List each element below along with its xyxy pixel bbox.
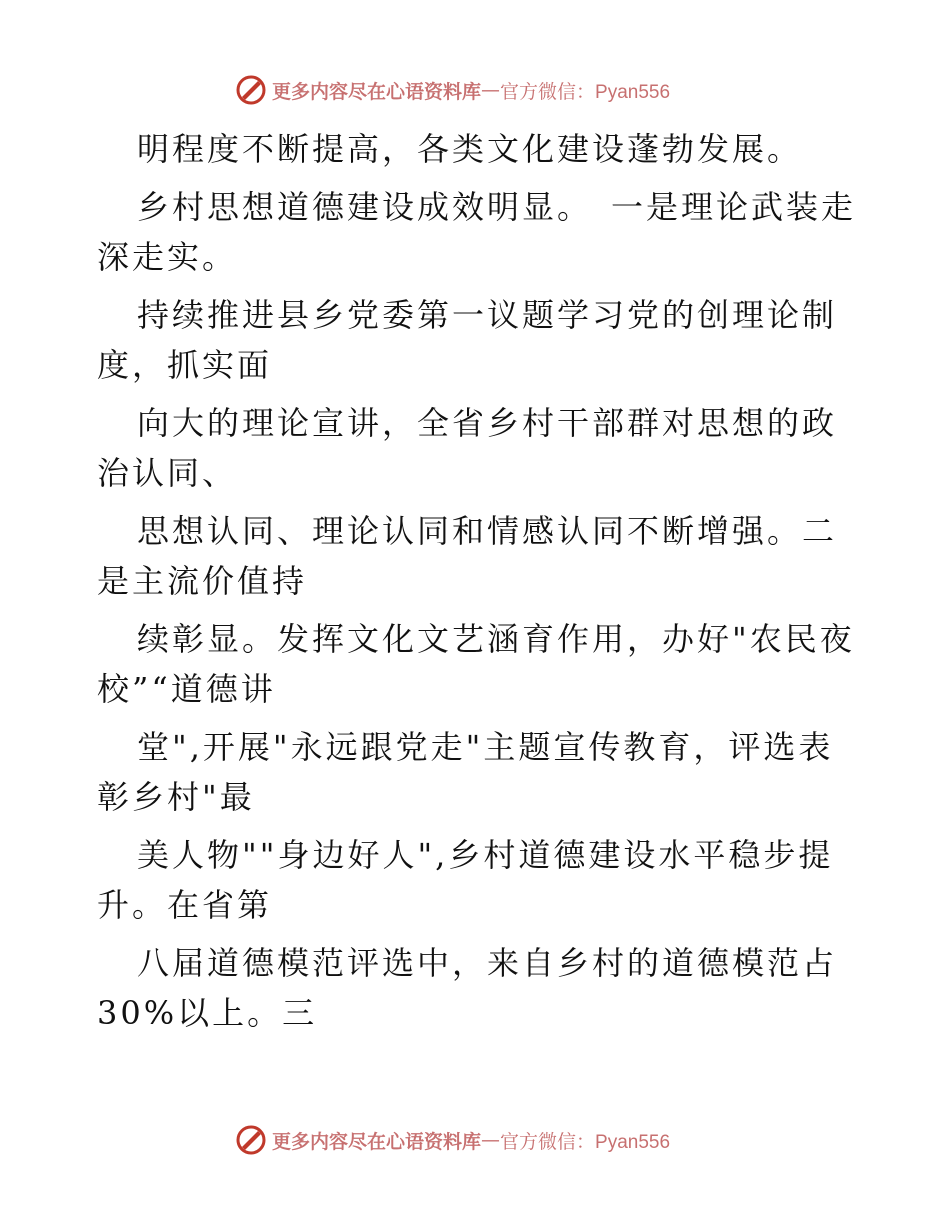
header-watermark bbox=[234, 70, 714, 110]
logo-icon bbox=[234, 1123, 268, 1157]
paragraph: 美人物""身边好人",乡村道德建设水平稳步提升。在省第 bbox=[97, 836, 834, 924]
paragraph: 八届道德模范评选中，来自乡村的道德模范占30%以上。三 bbox=[97, 944, 838, 1032]
paragraph: 堂",开展"永远跟党走"主题宣传教育，评选表彰乡村"最 bbox=[97, 728, 834, 816]
paragraph: 乡村思想道德建设成效明显。 一是理论武装走深走实。 bbox=[97, 188, 857, 276]
paragraph: 向大的理论宣讲，全省乡村干部群对思想的政治认同、 bbox=[97, 404, 838, 492]
watermark-contact: 官方微信：Pyan556 bbox=[500, 1131, 671, 1153]
watermark-separator: — bbox=[481, 1129, 501, 1151]
watermark-contact: 官方微信：Pyan556 bbox=[500, 81, 671, 103]
logo-icon bbox=[234, 73, 268, 107]
watermark-text: 更多内容尽在心语资料库 bbox=[272, 1130, 482, 1153]
paragraph: 续彰显。发挥文化文艺涵育作用，办好"农民夜校”“道德讲 bbox=[97, 620, 855, 708]
watermark-separator: — bbox=[481, 79, 501, 101]
watermark-text: 更多内容尽在心语资料库 bbox=[272, 80, 482, 103]
paragraph: 思想认同、理论认同和情感认同不断增强。二是主流价值持 bbox=[97, 512, 838, 600]
paragraph: 明程度不断提高，各类文化建设蓬勃发展。 bbox=[137, 130, 803, 168]
document-body bbox=[97, 124, 857, 1046]
paragraph: 持续推进县乡党委第一议题学习党的创理论制度，抓实面 bbox=[97, 296, 838, 384]
footer-watermark bbox=[234, 1120, 714, 1160]
